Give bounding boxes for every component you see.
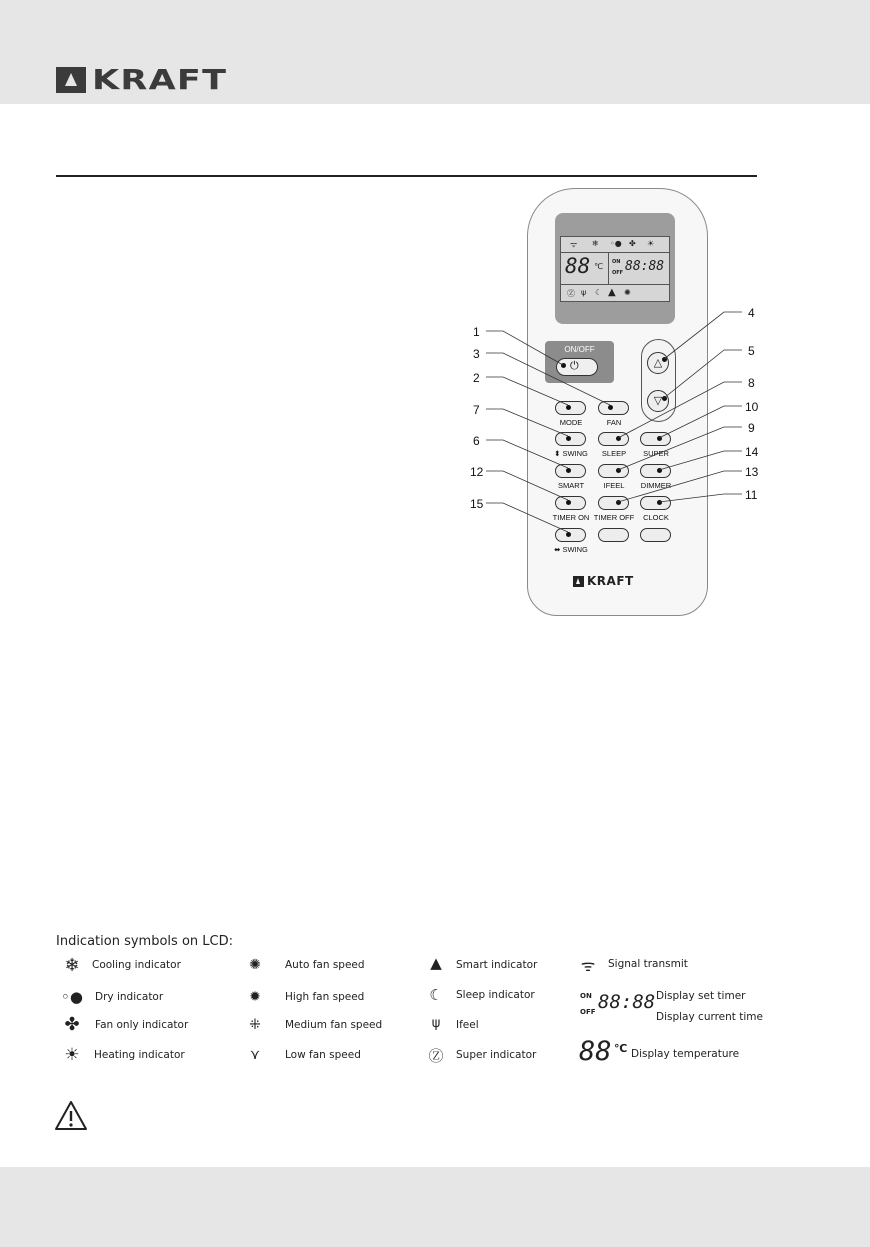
callout-12: 12 [470, 465, 484, 479]
legend-fan-only: Fan only indicator [95, 1019, 189, 1031]
super-button[interactable] [640, 432, 671, 446]
lcd-sleep-icon: ☾ [595, 288, 603, 297]
legend-dry: Dry indicator [95, 991, 164, 1003]
callout-11: 11 [745, 488, 758, 502]
callout-4: 4 [748, 306, 755, 320]
sleep-button-dot [616, 436, 621, 441]
fan-label: FAN [606, 418, 622, 427]
legend-smart: Smart indicator [456, 959, 538, 971]
callout-14: 14 [745, 445, 759, 459]
callout-15: 15 [470, 497, 484, 511]
legend-temp-digits: 88 [579, 1036, 612, 1067]
temp-up-dot [662, 357, 667, 362]
lcd-fan-icon: ✤ [629, 239, 636, 248]
lcd-timer-on: ON [612, 259, 621, 265]
smart-label: SMART [557, 481, 585, 490]
sleep-button[interactable] [598, 432, 629, 446]
power-icon: ⏻ [570, 359, 579, 372]
legend-timer-on-mark: ON [580, 992, 592, 1000]
mode-label: MODE [559, 418, 583, 427]
lcd-divider-top [560, 252, 670, 253]
callout-6: 6 [473, 434, 480, 448]
lcd-divider-bottom [560, 284, 670, 285]
ifeel-icon: ψ [431, 1016, 441, 1031]
callout-10: 10 [745, 400, 759, 414]
callout-2: 2 [473, 371, 480, 385]
legend-title: Indication symbols on LCD: [56, 934, 233, 949]
down-arrow-icon: ▽ [653, 394, 663, 407]
lcd-ifeel-icon: ψ [581, 288, 587, 297]
section-rule [56, 175, 757, 177]
legend-heating: Heating indicator [94, 1049, 185, 1061]
dimmer-label: DIMMER [640, 481, 672, 490]
callout-1: 1 [473, 325, 480, 339]
remote-logo-mark-icon [573, 576, 584, 587]
signal-icon: ᯤ [580, 956, 596, 975]
remote-logo [573, 575, 634, 587]
blank-button-1[interactable] [598, 528, 629, 542]
temp-down-dot [662, 396, 667, 401]
legend-temp-unit: ℃ [614, 1042, 628, 1055]
high-fan-icon: ✹ [249, 989, 261, 1005]
legend-auto-fan: Auto fan speed [285, 959, 365, 971]
legend-timer-digits: 88:88 [598, 991, 656, 1013]
lcd-timer-digits: 88:88 [625, 259, 665, 274]
callout-8: 8 [748, 376, 755, 390]
auto-fan-icon: ✺ [249, 957, 261, 973]
timer-on-dot [566, 500, 571, 505]
sleep-icon: ☾ [429, 986, 443, 1004]
timer-off-dot [616, 500, 621, 505]
smart-icon: ▲ [430, 954, 442, 972]
swing-vertical-dot [566, 436, 571, 441]
fan-icon: ✤ [64, 1014, 80, 1035]
up-arrow-icon: △ [653, 356, 663, 369]
callout-7: 7 [473, 403, 480, 417]
callout-5: 5 [748, 344, 755, 358]
heating-icon: ☀ [64, 1045, 80, 1065]
super-button-dot [657, 436, 662, 441]
lcd-cooling-icon: ❄ [592, 239, 599, 248]
lcd-temp-unit: ℃ [594, 262, 603, 271]
logo-text: KRAFT [92, 63, 228, 96]
legend-temperature: Display temperature [631, 1048, 740, 1060]
dry-icon: ◦● [61, 988, 83, 1006]
warning-icon [54, 1100, 88, 1132]
fan-button[interactable] [598, 401, 629, 415]
legend-cooling: Cooling indicator [92, 959, 181, 971]
temp-down-button[interactable] [647, 390, 669, 412]
blank-button-2[interactable] [640, 528, 671, 542]
lcd-super-icon: Ⓩ [567, 289, 575, 298]
callout-3: 3 [473, 347, 480, 361]
lcd-signal-icon: ᯤ [570, 240, 578, 249]
legend-current-time: Display current time [656, 1011, 763, 1023]
lcd-dry-icon: ◦● [610, 239, 622, 248]
super-label: SUPER [643, 449, 669, 458]
callout-9: 9 [748, 421, 755, 435]
legend-signal: Signal transmit [608, 958, 688, 970]
callout-13: 13 [745, 465, 759, 479]
legend-high-fan: High fan speed [285, 991, 365, 1003]
legend-set-timer: Display set timer [656, 990, 746, 1002]
legend-super: Super indicator [456, 1049, 537, 1061]
ifeel-button-dot [616, 468, 621, 473]
swing-vertical-label: ⬍ SWING [554, 449, 588, 458]
ifeel-label: IFEEL [603, 481, 625, 490]
cooling-icon: ❄ [64, 955, 80, 976]
dimmer-button[interactable] [640, 464, 671, 478]
low-fan-icon: ⋎ [249, 1047, 261, 1063]
lcd-temp-digits: 88 [565, 254, 591, 278]
lcd-divider-mid [608, 252, 609, 284]
legend-timer-off-mark: OFF [580, 1008, 596, 1016]
legend-medium-fan: Medium fan speed [285, 1019, 383, 1031]
onoff-label: ON/OFF [564, 345, 595, 354]
dimmer-button-dot [657, 468, 662, 473]
power-button-dot [561, 363, 566, 368]
swing-horizontal-label: ⬌ SWING [554, 545, 588, 554]
legend-low-fan: Low fan speed [285, 1049, 361, 1061]
ifeel-button[interactable] [598, 464, 629, 478]
lcd-heating-icon: ☀ [647, 239, 655, 248]
timer-off-button[interactable] [598, 496, 629, 510]
super-icon: Ⓩ [428, 1047, 444, 1065]
fan-button-dot [608, 405, 613, 410]
brand-logo [56, 63, 228, 96]
clock-button-dot [657, 500, 662, 505]
lcd-auto-fan-icon: ✺ [624, 288, 631, 297]
remote-logo-text: KRAFT [587, 574, 634, 588]
swing-horizontal-dot [566, 532, 571, 537]
temp-up-button[interactable] [647, 352, 669, 374]
legend-sleep: Sleep indicator [456, 989, 535, 1001]
sleep-label: SLEEP [601, 449, 627, 458]
lcd-timer-off: OFF [612, 270, 624, 276]
legend-ifeel: Ifeel [456, 1019, 479, 1031]
logo-mark-icon [56, 67, 86, 93]
clock-button[interactable] [640, 496, 671, 510]
timer-off-label: TIMER OFF [593, 513, 635, 522]
smart-button-dot [566, 468, 571, 473]
footer-band [0, 1167, 870, 1247]
medium-fan-icon: ⁜ [249, 1017, 261, 1033]
clock-label: CLOCK [643, 513, 669, 522]
mode-button-dot [566, 405, 571, 410]
lcd-smart-icon: ▲ [608, 287, 616, 298]
timer-on-label: TIMER ON [552, 513, 590, 522]
